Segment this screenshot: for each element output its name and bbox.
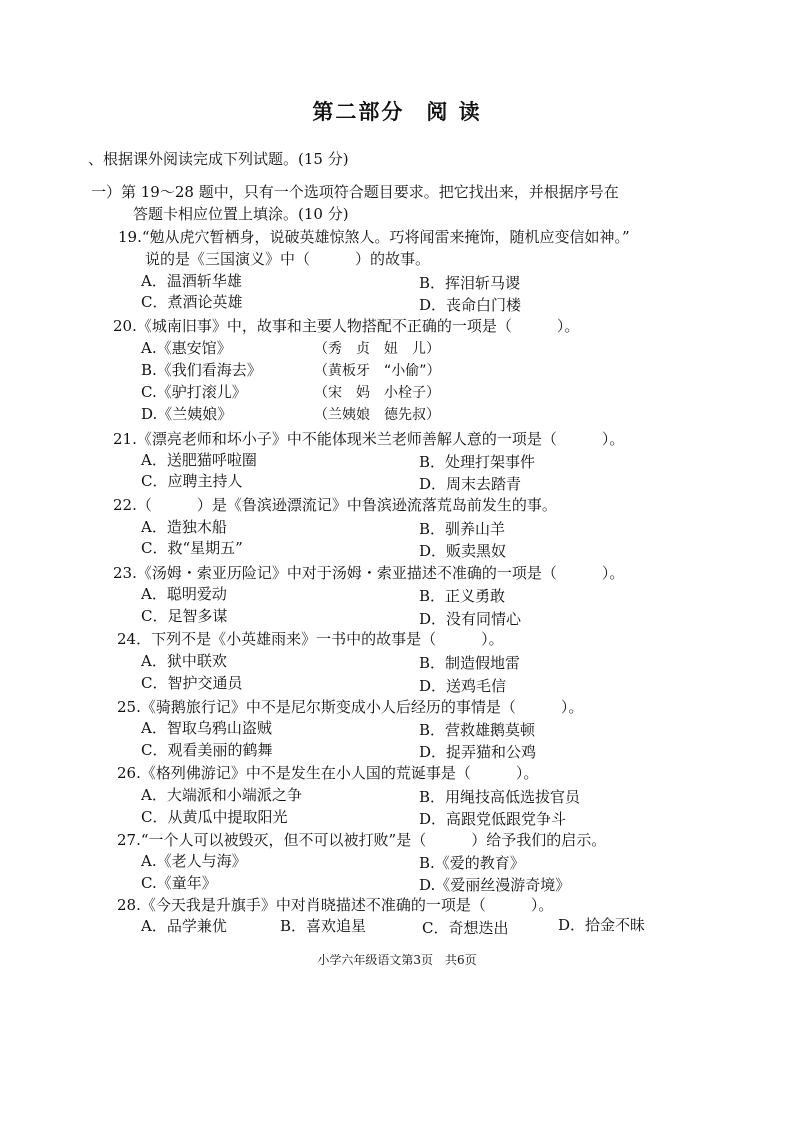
q25-option-c: C．观看美丽的鹤舞 [141,741,273,759]
q25-option-a: A．智取乌鸦山盗贼 [141,719,272,737]
part-title-name: 阅 读 [426,99,482,124]
q23-option-b: B．正义勇敢 [419,587,506,605]
q24-stem: 24．下列不是《小英雄雨来》一书中的故事是（ ）。 [117,630,504,648]
q28-option-c: C．奇想迭出 [422,919,509,937]
q22-option-a: A．造独木船 [141,518,227,536]
q23-option-c: C．足智多谋 [141,607,228,625]
q19-option-c: C．煮酒论英雄 [141,293,243,311]
q19-option-a: A．温酒斩华雄 [141,272,242,290]
q24-option-c: C．智护交通员 [141,674,243,692]
q26-option-d: D．高跟党低跟党争斗 [419,810,567,828]
section-intro-line2: 答题卡相应位置上填涂。(10 分) [133,205,349,223]
q21-option-b: B．处理打架事件 [419,453,536,471]
q19-option-d: D．丧命白门楼 [419,296,522,314]
q22-option-d: D．贩卖黑奴 [419,542,507,560]
q25-stem: 25.《骑鹅旅行记》中不是尼尔斯变成小人后经历的事情是（ ）。 [117,698,584,716]
q20-option-c-characters: （宋 妈 小栓子） [314,385,440,401]
q23-option-d: D．没有同情心 [419,610,522,628]
q27-option-d: D.《爱丽丝漫游奇境》 [419,876,571,894]
q26-option-c: C．从黄瓜中提取阳光 [141,808,288,826]
q24-option-d: D．送鸡毛信 [419,677,507,695]
q26-stem: 26.《格列佛游记》中不是发生在小人国的荒诞事是（ ）。 [117,764,539,782]
q28-stem: 28.《今天我是升旗手》中对肖晓描述不准确的一项是（ ）。 [117,896,554,914]
q20-option-d: D.《兰姨娘》 [141,405,233,423]
q26-option-b: B．用绳技高低选拔官员 [419,788,581,806]
q20-option-c: C.《驴打滚儿》 [141,383,247,401]
q21-option-d: D．周末去踏青 [419,475,522,493]
q21-option-c: C．应聘主持人 [141,472,243,490]
q20-option-b: B.《我们看海去》 [141,361,262,379]
section-intro-line1: 一）第 19～28 题中，只有一个选项符合题目要求。把它找出来，并根据序号在 [91,183,619,201]
section-heading: 、根据课外阅读完成下列试题。(15 分) [88,150,349,168]
q26-option-a: A．大端派和小端派之争 [141,786,302,804]
q23-option-a: A．聪明爱动 [141,585,227,603]
q28-option-a: A．品学兼优 [141,917,227,935]
part-title [0,96,794,126]
q28-option-d: D．拾金不昧 [558,916,646,934]
q28-option-b: B．喜欢追星 [280,917,367,935]
q24-option-b: B．制造假地雷 [419,654,521,672]
q25-option-b: B．营救雄鹅莫顿 [419,721,536,739]
part-title-number: 第二部分 [312,99,405,124]
q22-option-c: C．救“星期五” [141,539,243,557]
q24-option-a: A．狱中联欢 [141,652,227,670]
q19-stem-line2: 说的是《三国演义》中（ ）的故事。 [145,250,431,268]
q27-stem: 27.“一个人可以被毁灭，但不可以被打败”是（ ）给予我们的启示。 [117,831,607,849]
q23-stem: 23.《汤姆・索亚历险记》中对于汤姆・索亚描述不准确的一项是（ ）。 [113,564,625,582]
q22-stem: 22.（ ）是《鲁滨逊漂流记》中鲁滨逊流落荒岛前发生的事。 [113,496,557,514]
q19-stem-line1: 19.“勉从虎穴暂栖身，说破英雄惊煞人。巧将闻雷来掩饰，随机应变信如神。” [118,228,630,246]
q27-option-a: A.《老人与海》 [141,852,247,870]
q20-option-a-characters: （秀 贞 妞 儿） [314,341,440,357]
q25-option-d: D．捉弄猫和公鸡 [419,743,537,761]
q20-option-d-characters: （兰姨娘 德先叔） [314,407,440,423]
page-footer: 小学六年级语文第3页 共6页 [317,953,477,967]
q20-stem: 20.《城南旧事》中，故事和主要人物搭配不正确的一项是（ ）。 [113,317,580,335]
q27-option-c: C.《童年》 [141,874,217,892]
q20-option-b-characters: （黄板牙 “小偷”） [314,363,441,379]
q21-stem: 21.《漂亮老师和坏小子》中不能体现米兰老师善解人意的一项是（ ）。 [113,430,625,448]
q22-option-b: B．驯养山羊 [419,520,506,538]
q21-option-a: A．送肥猫呼啦圈 [141,451,257,469]
q20-option-a: A.《惠安馆》 [141,339,232,357]
q19-option-b: B．挥泪斩马谡 [419,274,521,292]
q27-option-b: B.《爱的教育》 [419,854,525,872]
